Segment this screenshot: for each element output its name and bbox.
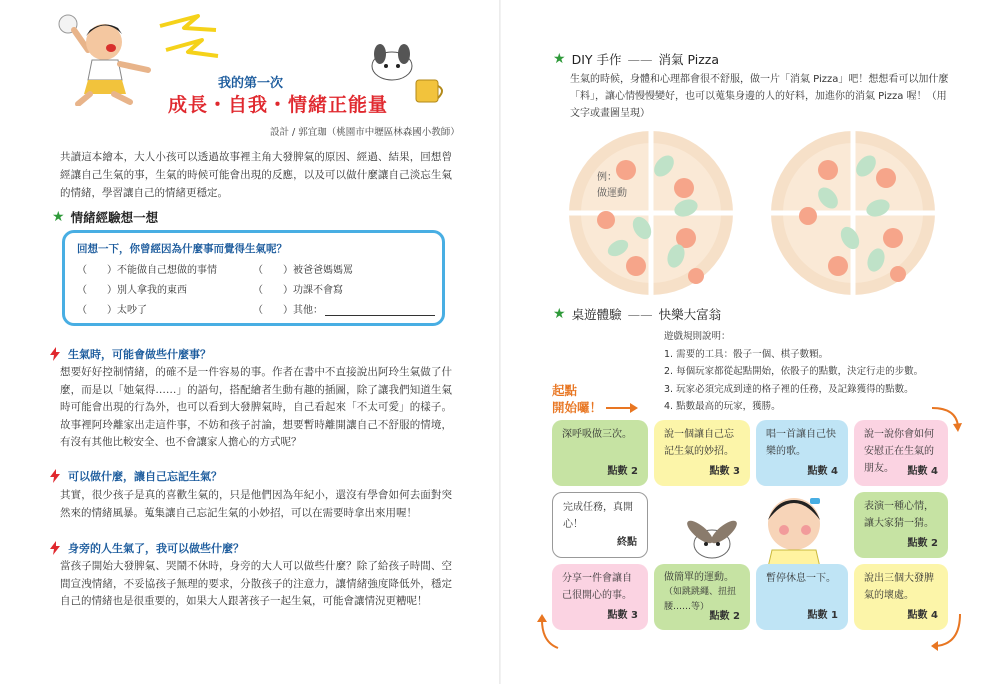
tile-points: 點數 4	[907, 466, 938, 477]
board-tile[interactable]	[552, 564, 648, 630]
board-tile[interactable]	[756, 420, 848, 486]
quiz-question: 回想一下，你曾經因為什麼事而覺得生氣呢？	[77, 243, 287, 255]
pizza-icon[interactable]	[768, 128, 938, 298]
section-heading-game	[553, 305, 721, 323]
tile-text: 唱一首讓自己快樂的歌。	[766, 429, 836, 457]
quiz-option[interactable]: （ ）太吵了	[77, 305, 147, 316]
tile-points: 點數 4	[807, 466, 838, 477]
quiz-option[interactable]: （ ）別人拿我的東西	[77, 285, 187, 296]
section-heading-topic: 消氣 Pizza	[658, 52, 719, 67]
tile-points: 點數 2	[907, 538, 938, 549]
tile-text: 做簡單的運動。	[664, 572, 734, 583]
lightning-bolt-icon	[50, 541, 60, 555]
star-icon: ★	[553, 306, 566, 322]
angry-kid-illustration	[48, 10, 160, 106]
tile-text: 表演一種心情，讓大家猜一猜。	[864, 501, 934, 529]
rule-item: 3. 玩家必須完成到達的格子裡的任務，及記錄獲得的點數。	[664, 383, 914, 395]
board-tile[interactable]	[854, 564, 948, 630]
lightning-bolt-icon	[50, 469, 60, 483]
question-heading-3	[50, 540, 244, 556]
quiz-option[interactable]: （ ）功課不會寫	[253, 285, 343, 296]
question-2-paragraph: 其實，很少孩子是真的喜歡生氣的，只是他們因為年紀小，還沒有學會如何去面對突然來的情緒風暴。蒐集讓自己忘記生氣的小妙招，可以在需要時拿出來用喔！	[60, 489, 452, 519]
pizza-icon[interactable]	[566, 128, 736, 298]
tile-points: 點數 3	[709, 466, 740, 477]
arrow-icon	[604, 402, 640, 414]
board-tile[interactable]	[854, 420, 948, 486]
rule-item: 1. 需要的工具：骰子一個、棋子數顆。	[664, 348, 829, 360]
header-subtitle: 我的第一次	[218, 76, 284, 91]
tile-points: 終點	[617, 537, 637, 548]
lightning-bolt-icon	[158, 14, 220, 62]
answer-blank-line[interactable]	[325, 306, 435, 316]
question-heading-text: 可以做什麼，讓自己忘記生氣？	[68, 470, 222, 483]
tile-subtext: （如跳跳繩、扭扭腰……等）	[664, 587, 737, 612]
heading-dash: ——	[627, 51, 653, 67]
section-heading-emotion	[52, 208, 158, 226]
rules-title: 遊戲規則說明：	[664, 331, 731, 342]
star-icon: ★	[553, 51, 566, 67]
board-tile[interactable]	[654, 420, 750, 486]
intro-paragraph: 共讀這本繪本，大人小孩可以透過故事裡主角大發脾氣的原因、經過、結果，回想曾經讓自己生氣的事，生氣的時候可能會出現的反應，以及可以做什麼讓自己淡忘生氣的情緒，學習讓自己的情緒更穩定。	[60, 151, 452, 199]
diy-paragraph: 生氣的時候，身體和心理都會很不舒服，做一片「消氣 Pizza」吧！想想看可以加什麼「料」，讓心情慢慢變好，也可以蒐集身邊的人的好料，加進你的消氣 Pizza 喔！（用文字或畫圖呈現）	[570, 74, 949, 119]
board-tile[interactable]	[654, 564, 750, 630]
rule-item: 2. 每個玩家都從起點開始，依骰子的點數，決定行走的步數。	[664, 366, 924, 377]
section-heading-prefix: 桌遊體驗	[571, 307, 622, 322]
girl-and-dog-illustration	[662, 486, 848, 576]
question-heading-text: 身旁的人生氣了，我可以做些什麼？	[68, 542, 244, 555]
board-tile[interactable]	[756, 564, 848, 630]
quiz-box	[62, 230, 445, 326]
tile-text: 分享一件會讓自己很開心的事。	[562, 573, 632, 601]
quiz-option-other-label: （ ）其他：	[253, 305, 323, 316]
board-tile[interactable]	[552, 420, 648, 486]
lightning-bolt-icon	[50, 347, 60, 361]
tile-text: 完成任務，真開心！	[563, 502, 633, 530]
tile-points: 點數 2	[709, 611, 740, 622]
question-1-paragraph: 想要好好控制情緒，的確不是一件容易的事。作者在書中不直接說出阿玲生氣做了什麼，而是以「她氣得……」的語句，搭配繪者生動有趣的插圖，除了讓我們知道生氣時可能會出現的行為外，也可以看到大發脾氣時，自己看起來「不太可愛」的樣子。故事裡阿玲離家出走這件事，不妨和孩子討論，想要暫時離開讓自己不舒服的情境，有沒有其他比較安全、也不會讓家人擔心的方式呢？	[60, 366, 452, 448]
game-rules	[664, 328, 964, 416]
question-heading-1	[50, 346, 211, 362]
section-heading-diy	[553, 50, 719, 68]
pizza-example	[597, 170, 627, 202]
star-icon: ★	[52, 209, 65, 225]
page-fold	[499, 0, 501, 684]
quiz-option[interactable]: （ ）不能做自己想做的事情	[77, 265, 217, 276]
question-3-paragraph: 當孩子開始大發脾氣、哭鬧不休時，身旁的大人可以做些什麼？除了給孩子時間、空間宣洩情緒，不妥協孩子無理的要求，分散孩子的注意力，讓情緒強度降低外，穩定自己的情緒也是很重要的，如果大人跟著孩子一起生氣，可能會讓情況更糟呢！	[60, 560, 452, 607]
board-tile-finish[interactable]	[552, 492, 648, 558]
example-text: 做運動	[597, 188, 627, 199]
question-heading-2	[50, 468, 222, 484]
tile-text: 說一個讓自己忘記生氣的妙招。	[664, 429, 734, 457]
tile-points: 點數 1	[807, 610, 838, 621]
tile-text: 暫停休息一下。	[766, 573, 836, 584]
question-heading-text: 生氣時，可能會做些什麼事？	[68, 348, 211, 361]
example-label: 例：	[597, 172, 617, 183]
heading-dash: ——	[627, 306, 653, 322]
rule-item: 4. 點數最高的玩家，獲勝。	[664, 401, 781, 412]
start-label-line-2: 開始囉！	[552, 400, 603, 415]
section-heading-text: 情緒經驗想一想	[70, 210, 159, 225]
byline: 設計 / 郭宜珈（桃園市中壢區林森國小教師）	[270, 127, 460, 138]
tile-points: 點數 2	[607, 466, 638, 477]
board-tile[interactable]	[854, 492, 948, 558]
section-heading-prefix: DIY 手作	[571, 52, 622, 67]
tile-points: 點數 3	[607, 610, 638, 621]
tile-text: 深呼吸做三次。	[562, 429, 632, 440]
tile-text: 說一說你會如何安慰正在生氣的朋友。	[864, 429, 934, 474]
section-heading-topic: 快樂大富翁	[658, 307, 722, 322]
quiz-option[interactable]: （ ）被爸爸媽媽罵	[253, 265, 353, 276]
start-label	[552, 382, 602, 416]
tile-points: 點數 4	[907, 610, 938, 621]
tile-text: 說出三個大發脾氣的壞處。	[864, 573, 934, 601]
header-title: 成長・自我・情緒正能量	[168, 94, 389, 116]
start-label-line-1: 起點	[552, 383, 578, 398]
quiz-option-other[interactable]	[253, 301, 435, 316]
